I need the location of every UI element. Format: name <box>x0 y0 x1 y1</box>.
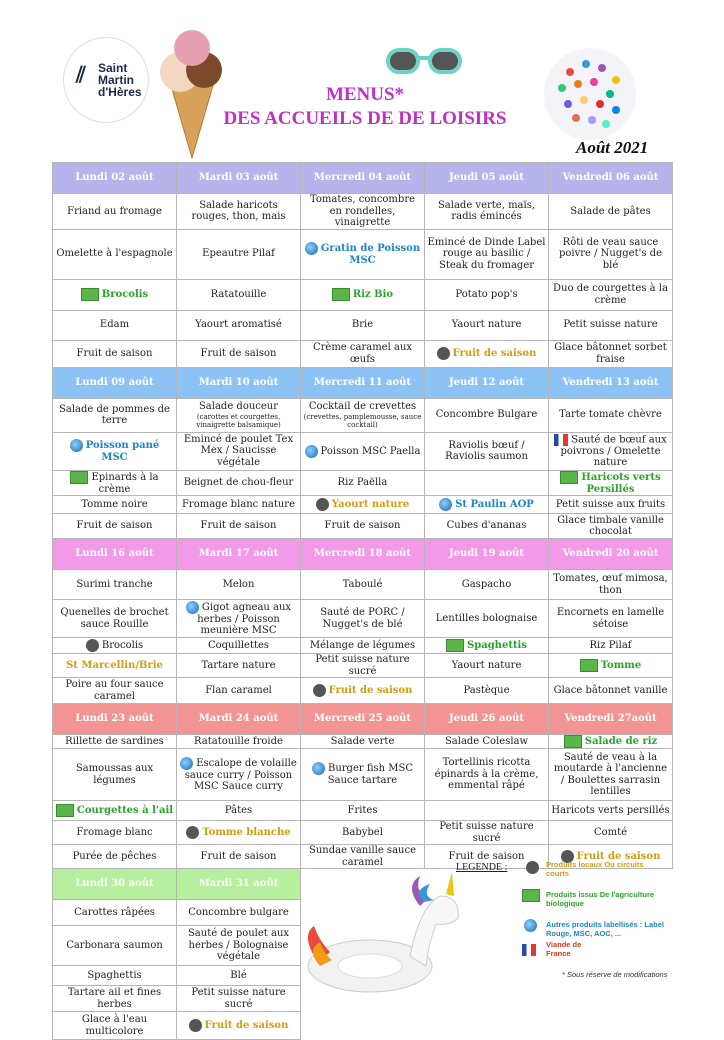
dish-note: (carottes et courgettes, vinaigrette balsamique) <box>196 412 281 429</box>
menu-cell-text: Salade douceur <box>198 401 279 413</box>
menu-cell <box>301 398 425 432</box>
footnote: * Sous réserve de modifications <box>562 970 668 979</box>
menu-cell: Brie <box>301 310 425 340</box>
menu-title-line2: DES ACCUEILS DE DE LOISIRS <box>223 108 507 129</box>
menu-cell: Tartare ail et fines herbes <box>53 986 177 1012</box>
logo-text: Saint Martin d'Hères <box>98 61 142 99</box>
menu-cell <box>301 432 425 470</box>
table-row <box>53 470 673 496</box>
table-row <box>53 279 673 310</box>
menu-cell: Lentilles bolognaise <box>425 600 549 638</box>
day-header: Mercredi 25 août <box>301 704 425 735</box>
menu-cell: Fruit de saison <box>301 514 425 539</box>
france-flag-icon <box>522 944 536 956</box>
organic-leaf-icon <box>446 639 464 652</box>
day-header: Mardi 31 août <box>177 869 301 900</box>
local-product-icon <box>86 639 99 652</box>
menu-cell-text: Yaourt nature <box>331 499 410 510</box>
menu-cell: Salade haricots rouges, thon, mais <box>177 194 301 230</box>
menu-cell: Encornets en lamelle sétoise <box>549 600 673 638</box>
empty-cell <box>301 1012 425 1040</box>
menu-cell: Blé <box>177 966 301 986</box>
menu-cell <box>53 432 177 470</box>
menu-cell: Fruit de saison <box>177 514 301 539</box>
menu-cell <box>301 678 425 704</box>
menu-cell: Fromage blanc nature <box>177 496 301 514</box>
menu-cell: Omelette à l'espagnole <box>53 229 177 279</box>
legend-bio: Produits issus De l'agriculture biologique <box>546 890 655 908</box>
menu-cell: Petit suisse aux fruits <box>549 496 673 514</box>
day-header: Jeudi 19 août <box>425 539 549 570</box>
local-product-icon <box>189 1019 202 1032</box>
organic-leaf-icon <box>70 471 88 484</box>
menu-cell: Haricots verts persillés <box>549 801 673 821</box>
menu-cell <box>53 638 177 654</box>
menu-cell: Raviolis bœuf / Raviolis saumon <box>425 432 549 470</box>
menu-cell: Concombre bulgare <box>177 900 301 926</box>
menu-cell <box>301 229 425 279</box>
menu-cell-text: Gratin de Poisson MSC <box>320 242 421 266</box>
table-row <box>53 821 673 845</box>
menu-cell: Fruit de saison <box>53 340 177 367</box>
menu-cell-text: Gigot agneau aux herbes / Poisson meunière MSC <box>197 601 292 636</box>
menu-cell: Glace bâtonnet vanille <box>549 678 673 704</box>
label-aoc-icon <box>439 498 452 511</box>
menu-cell: Babybel <box>301 821 425 845</box>
menu-cell-text: Salade de riz <box>584 736 658 747</box>
menu-cell: Frites <box>301 801 425 821</box>
menu-cell: Flan caramel <box>177 678 301 704</box>
menu-cell-text: Brocolis <box>101 289 149 300</box>
menu-cell: Sundae vanille sauce caramel <box>301 845 425 869</box>
menu-cell-text: Fruit de saison <box>576 851 661 862</box>
menu-cell: Glace timbale vanille chocolat <box>549 514 673 539</box>
menu-cell <box>177 398 301 432</box>
menu-cell: Taboulé <box>301 570 425 600</box>
day-header: Lundi 09 août <box>53 367 177 398</box>
menu-cell: Crème caramel aux œufs <box>301 340 425 367</box>
menu-cell <box>177 1012 301 1040</box>
day-header: Vendredi 06 août <box>549 163 673 194</box>
menu-cell: Purée de pêches <box>53 845 177 869</box>
menu-cell: Ratatouille <box>177 279 301 310</box>
menu-cell: Glace bâtonnet sorbet fraise <box>549 340 673 367</box>
menu-cell <box>53 801 177 821</box>
label-msc-icon <box>305 445 318 458</box>
menu-cell <box>549 654 673 678</box>
menu-cell: Tomme noire <box>53 496 177 514</box>
menu-cell: Rillette de sardines <box>53 735 177 749</box>
menu-cell: Fromage blanc <box>53 821 177 845</box>
menu-cell: Fruit de saison <box>425 845 549 869</box>
menu-cell: Emincé de poulet Tex Mex / Saucisse végétale <box>177 432 301 470</box>
table-row <box>53 340 673 367</box>
month-label: Août 2021 <box>576 138 649 157</box>
menu-title-line1: MENUS* <box>325 84 405 105</box>
disco-ball-illustration <box>540 44 640 144</box>
menu-cell: Melon <box>177 570 301 600</box>
table-row <box>53 1012 673 1040</box>
day-header: Mardi 24 août <box>177 704 301 735</box>
menu-cell: Potato pop's <box>425 279 549 310</box>
menu-cell: Surimi tranche <box>53 570 177 600</box>
sunglasses-illustration <box>384 42 464 78</box>
label-msc-icon <box>312 762 325 775</box>
menu-cell: Petit suisse nature <box>549 310 673 340</box>
menu-cell-text: Courgettes à l'ail <box>76 805 174 816</box>
menu-cell: Emincé de Dinde Label rouge au basilic / Steak du fromager <box>425 229 549 279</box>
local-product-icon <box>437 347 450 360</box>
menu-cell <box>301 279 425 310</box>
menu-cell-text: Sauté de bœuf aux poivrons / Omelette nature <box>560 434 667 468</box>
menu-cell-text: Burger fish MSC Sauce tartare <box>327 763 413 787</box>
menu-cell: Pâtes <box>177 801 301 821</box>
menu-cell: Yaourt nature <box>425 654 549 678</box>
menu-cell: Salade de pâtes <box>549 194 673 230</box>
menu-cell-text: Fruit de saison <box>204 1020 289 1031</box>
menu-cell-text: Brocolis <box>101 640 144 651</box>
week-header-row <box>53 163 673 194</box>
legend-local: Produits locaux Ou circuits courts <box>546 860 644 878</box>
menu-cell: Salade de pommes de terre <box>53 398 177 432</box>
menu-cell <box>177 600 301 638</box>
menu-cell <box>425 340 549 367</box>
table-row <box>53 735 673 749</box>
week-header-row <box>53 367 673 398</box>
day-header: Vendredi 13 août <box>549 367 673 398</box>
table-row <box>53 638 673 654</box>
menu-cell: Tomates, concombre en rondelles, vinaigrette <box>301 194 425 230</box>
day-header: Jeudi 26 août <box>425 704 549 735</box>
table-row <box>53 570 673 600</box>
menu-cell: Sauté de veau à la moutarde à l'ancienne / Boulettes sarrasin lentilles <box>549 749 673 801</box>
menu-cell: Quenelles de brochet sauce Rouille <box>53 600 177 638</box>
menu-cell-text: Tomme blanche <box>202 827 291 838</box>
menu-cell: Carottes râpées <box>53 900 177 926</box>
menu-cell: Tortellinis ricotta épinards à la crème, emmental râpé <box>425 749 549 801</box>
menu-cell: Petit suisse nature sucré <box>301 654 425 678</box>
menu-cell: Coquillettes <box>177 638 301 654</box>
empty-cell <box>549 986 673 1012</box>
dish-note: (crevettes, pamplemousse, sauce cocktail) <box>303 412 422 429</box>
local-product-icon <box>526 861 539 874</box>
day-header: Lundi 30 août <box>53 869 177 900</box>
menu-cell <box>425 470 549 496</box>
menu-cell: Pastèque <box>425 678 549 704</box>
menu-cell: Cubes d'ananas <box>425 514 549 539</box>
menu-cell <box>53 470 177 496</box>
local-product-icon <box>316 498 329 511</box>
menu-cell: Ratatouille froide <box>177 735 301 749</box>
day-header: Vendredi 27août <box>549 704 673 735</box>
menu-cell-text: Fruit de saison <box>452 348 537 359</box>
menu-cell: Rôti de veau sauce poivre / Nugget's de blé <box>549 229 673 279</box>
menu-cell: Fruit de saison <box>177 845 301 869</box>
menu-cell-text: Tomme <box>600 660 642 671</box>
organic-leaf-icon <box>332 288 350 301</box>
week-header-row <box>53 539 673 570</box>
menu-cell <box>177 749 301 801</box>
day-header: Mercredi 04 août <box>301 163 425 194</box>
table-row <box>53 678 673 704</box>
organic-leaf-icon <box>580 659 598 672</box>
menu-cell: Riz Paëlla <box>301 470 425 496</box>
menu-cell: Friand au fromage <box>53 194 177 230</box>
table-row <box>53 654 673 678</box>
menu-cell: Salade Coleslaw <box>425 735 549 749</box>
legend-label: Autres produits labellisés : Label Rouge, MSC, AOC, ... <box>546 920 664 938</box>
menu-cell: Samoussas aux légumes <box>53 749 177 801</box>
menu-cell: Petit suisse nature sucré <box>177 986 301 1012</box>
day-header: Lundi 02 août <box>53 163 177 194</box>
menu-cell <box>425 801 549 821</box>
day-header: Mardi 17 août <box>177 539 301 570</box>
menu-cell: Comté <box>549 821 673 845</box>
label-msc-icon <box>305 242 318 255</box>
menu-cell <box>549 432 673 470</box>
unicorn-float-illustration <box>300 866 470 1006</box>
table-row <box>53 749 673 801</box>
empty-cell <box>425 1012 549 1040</box>
day-header: Lundi 16 août <box>53 539 177 570</box>
menu-cell: Gaspacho <box>425 570 549 600</box>
table-row <box>53 310 673 340</box>
menu-cell: Fruit de saison <box>177 340 301 367</box>
day-header: Lundi 23 août <box>53 704 177 735</box>
menu-cell <box>301 496 425 514</box>
menu-cell-text: Cocktail de crevettes <box>308 401 417 413</box>
menu-cell: Poire au four sauce caramel <box>53 678 177 704</box>
france-flag-icon <box>554 434 568 446</box>
menu-cell <box>425 638 549 654</box>
menu-cell: Riz Pilaf <box>549 638 673 654</box>
menu-cell-text: Escalope de volaille sauce curry / Poisson MSC Sauce curry <box>184 757 297 792</box>
table-row <box>53 229 673 279</box>
menu-cell: Beignet de chou-fleur <box>177 470 301 496</box>
menu-cell: Spaghettis <box>53 966 177 986</box>
local-product-icon <box>186 826 199 839</box>
menu-cell-text: St Paulin AOP <box>455 499 534 510</box>
day-header: Vendredi 20 août <box>549 539 673 570</box>
city-logo <box>64 38 148 122</box>
menu-cell: Petit suisse nature sucré <box>425 821 549 845</box>
menu-cell <box>549 470 673 496</box>
menu-cell: Sauté de poulet aux herbes / Bolognaise végétale <box>177 926 301 966</box>
menu-cell <box>53 654 177 678</box>
menu-cell: Duo de courgettes à la crème <box>549 279 673 310</box>
menu-cell <box>301 749 425 801</box>
organic-leaf-icon <box>564 735 582 748</box>
menu-cell: Mélange de légumes <box>301 638 425 654</box>
day-header: Jeudi 05 août <box>425 163 549 194</box>
organic-leaf-icon <box>56 804 74 817</box>
table-row <box>53 801 673 821</box>
table-row <box>53 600 673 638</box>
menu-cell: Salade verte <box>301 735 425 749</box>
table-row <box>53 514 673 539</box>
table-row <box>53 496 673 514</box>
menu-cell: Salade verte, maïs, radis émincés <box>425 194 549 230</box>
menu-cell: Sauté de PORC / Nugget's de blé <box>301 600 425 638</box>
menu-cell: Edam <box>53 310 177 340</box>
label-msc-icon <box>524 919 537 932</box>
menu-cell-text: Spaghettis <box>467 640 527 651</box>
table-row <box>53 398 673 432</box>
menu-cell: Carbonara saumon <box>53 926 177 966</box>
table-row <box>53 432 673 470</box>
empty-cell <box>549 1012 673 1040</box>
menu-cell <box>425 496 549 514</box>
menu-cell <box>53 279 177 310</box>
menu-cell: Epeautre Pilaf <box>177 229 301 279</box>
menu-cell: Yaourt aromatisé <box>177 310 301 340</box>
day-header: Mercredi 18 août <box>301 539 425 570</box>
menu-cell: Tomates, œuf mimosa, thon <box>549 570 673 600</box>
local-product-icon <box>313 684 326 697</box>
day-header: Mardi 03 août <box>177 163 301 194</box>
menu-cell: Concombre Bulgare <box>425 398 549 432</box>
menu-cell: Glace à l'eau multicolore <box>53 1012 177 1040</box>
menu-cell <box>177 821 301 845</box>
logo-mark-icon: ⫽ <box>76 62 86 87</box>
legend-france: Viande de France <box>546 940 582 958</box>
menu-cell-text: Poisson pané MSC <box>85 439 160 463</box>
menu-cell: Fruit de saison <box>53 514 177 539</box>
table-row <box>53 194 673 230</box>
day-header: Mercredi 11 août <box>301 367 425 398</box>
label-msc-icon <box>186 601 199 614</box>
menu-cell <box>549 735 673 749</box>
menu-cell-text: Haricots verts Persillés <box>581 471 661 495</box>
week-header-row <box>53 704 673 735</box>
day-header: Mardi 10 août <box>177 367 301 398</box>
menu-cell-text: Riz Bio <box>352 289 394 300</box>
menu-cell-text: Fruit de saison <box>328 685 413 696</box>
day-header: Jeudi 12 août <box>425 367 549 398</box>
menu-cell-text: St Marcellin/Brie <box>66 659 163 671</box>
menu-cell: Tartare nature <box>177 654 301 678</box>
organic-leaf-icon <box>81 288 99 301</box>
menu-cell: Tarte tomate chèvre <box>549 398 673 432</box>
legend-title: LEGENDE : <box>456 862 508 873</box>
label-msc-icon <box>180 757 193 770</box>
menu-cell: Yaourt nature <box>425 310 549 340</box>
menu-cell-text: Poisson MSC Paella <box>320 445 421 457</box>
organic-leaf-icon <box>560 471 578 484</box>
label-msc-icon <box>70 439 83 452</box>
menu-cell-text: Epinards à la crème <box>91 471 159 495</box>
organic-leaf-icon <box>522 889 540 902</box>
